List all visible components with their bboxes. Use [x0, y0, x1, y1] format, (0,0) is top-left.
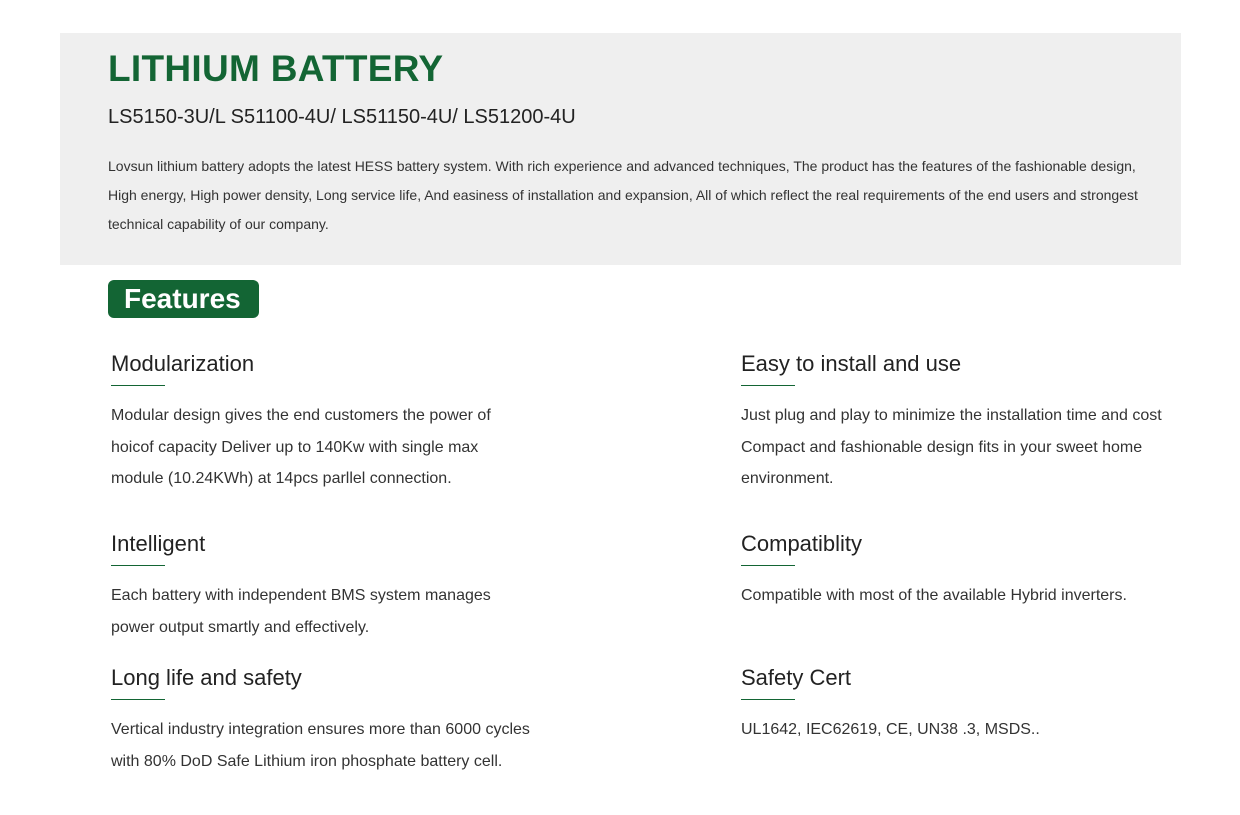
product-description: Lovsun lithium battery adopts the latest HESS battery system. With rich experience and advanced techniques, The product has the features of the fashionable design, High energy, High power density, Long service life, And easiness of installation and expansion, All of which reflect the real requirements of the end users and strongest technical capability of our company.	[108, 158, 1138, 232]
feature-text: UL1642, IEC62619, CE, UN38 .3, MSDS..	[741, 721, 1040, 738]
feature-title: Safety Cert	[741, 665, 852, 690]
feature-title: Long life and safety	[111, 665, 302, 690]
feature-title-underline	[741, 385, 795, 386]
feature-title-underline	[741, 565, 795, 566]
feature-text: Just plug and play to minimize the installation time and cost Compact and fashionable design fits in your sweet home environment.	[741, 407, 1162, 487]
model-list: LS5150-3U/L S51100-4U/ LS51150-4U/ LS51200-4U	[108, 106, 576, 128]
feature-compatibility	[741, 530, 1171, 612]
feature-title: Intelligent	[111, 531, 206, 556]
feature-title-underline	[111, 699, 165, 700]
feature-title-underline	[111, 385, 165, 386]
feature-easy-install	[741, 350, 1171, 495]
features-heading-badge: Features	[108, 280, 259, 318]
feature-text: Vertical industry integration ensures more than 6000 cycles with 80% DoD Safe Lithium iron phosphate battery cell.	[111, 721, 530, 770]
feature-intelligent	[111, 530, 531, 643]
feature-title: Modularization	[111, 351, 255, 376]
feature-title: Easy to install and use	[741, 351, 962, 376]
feature-title-underline	[111, 565, 165, 566]
feature-modularization	[111, 350, 531, 495]
feature-long-life-safety	[111, 664, 531, 777]
feature-title-underline	[741, 699, 795, 700]
feature-text: Modular design gives the end customers the power of hoicof capacity Deliver up to 140Kw with single max module (10.24KWh) at 14pcs parllel connection.	[111, 407, 491, 487]
page-title: LITHIUM BATTERY	[108, 48, 444, 89]
feature-title: Compatiblity	[741, 531, 863, 556]
feature-safety-cert	[741, 664, 1171, 746]
feature-text: Compatible with most of the available Hybrid inverters.	[741, 587, 1127, 604]
feature-text: Each battery with independent BMS system manages power output smartly and effectively.	[111, 587, 491, 636]
hero-banner	[60, 33, 1181, 265]
